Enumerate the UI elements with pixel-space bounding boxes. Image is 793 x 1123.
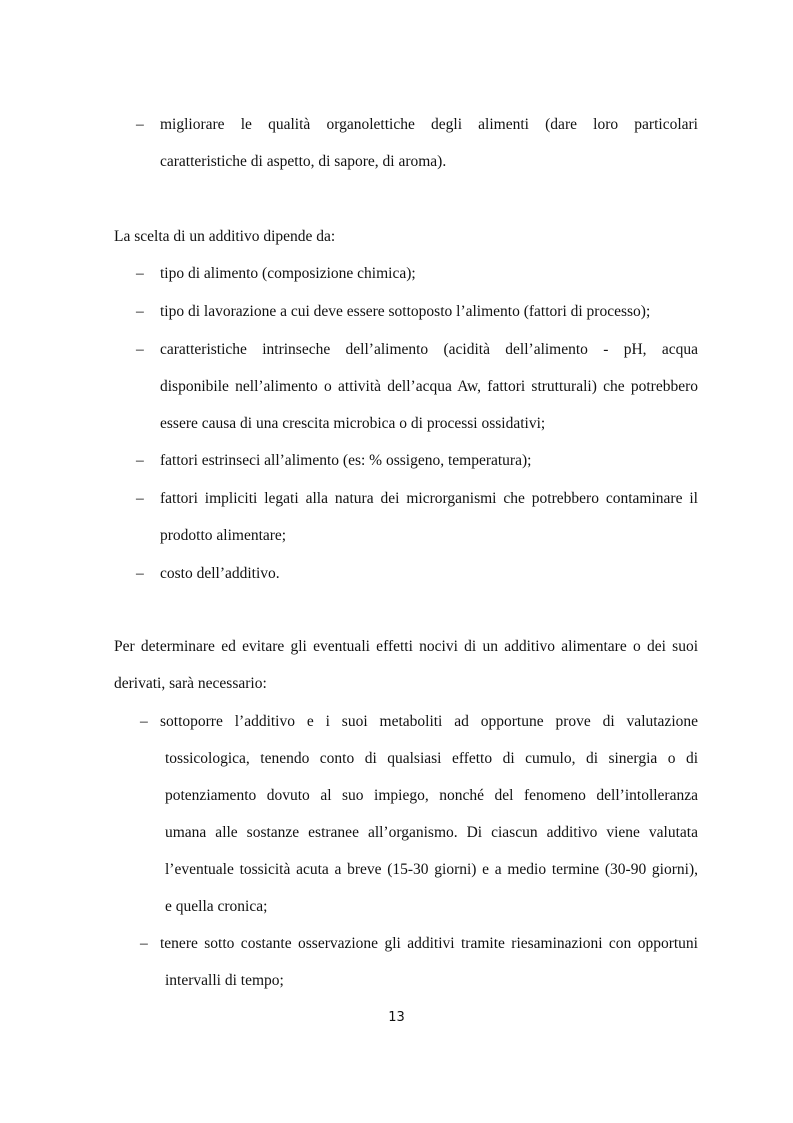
list-item-line: umana alle sostanze estranee all’organismo. Di ciascun additivo viene valutata — [165, 824, 698, 841]
list-item-line: fattori impliciti legati alla natura dei microrganismi che potrebbero contaminare il — [160, 490, 698, 507]
list-item-line: fattori estrinseci all’alimento (es: % ossigeno, temperatura); — [160, 452, 532, 469]
paragraph-heading: La scelta di un additivo dipende da: — [114, 228, 336, 245]
bullet-dash: – — [136, 565, 144, 582]
bullet-dash: – — [136, 265, 144, 282]
list-item-line: sottoporre l’additivo e i suoi metaboliti ad opportune prove di valutazione — [160, 713, 698, 730]
list-item-line: l’eventuale tossicità acuta a breve (15-30 giorni) e a medio termine (30-90 giorni), — [165, 861, 698, 878]
paragraph-line: Per determinare ed evitare gli eventuali effetti nocivi di un additivo alimentare o dei suoi — [114, 638, 698, 655]
list-item-line: intervalli di tempo; — [165, 972, 284, 989]
bullet-dash: – — [136, 490, 144, 507]
list-item-line: disponibile nell’alimento o attività dell’acqua Aw, fattori strutturali) che potrebbero — [160, 378, 698, 395]
bullet-dash: – — [136, 341, 144, 358]
list-item-line: tenere sotto costante osservazione gli additivi tramite riesaminazioni con opportuni — [160, 935, 698, 952]
bullet-dash: – — [136, 116, 144, 133]
bullet-text-line: migliorare le qualità organolettiche degli alimenti (dare loro particolari — [160, 116, 698, 133]
paragraph-line: derivati, sarà necessario: — [114, 675, 267, 692]
page-number: 13 — [388, 1010, 405, 1025]
list-item-line: tipo di alimento (composizione chimica); — [160, 265, 416, 282]
bullet-dash: – — [140, 713, 148, 730]
list-item-line: prodotto alimentare; — [160, 527, 287, 544]
bullet-dash: – — [136, 452, 144, 469]
list-item-line: tossicologica, tenendo conto di qualsiasi effetto di cumulo, di sinergia o di — [165, 750, 698, 767]
list-item-line: costo dell’additivo. — [160, 565, 280, 582]
list-item-line: potenziamento dovuto al suo impiego, nonché del fenomeno dell’intolleranza — [165, 787, 698, 804]
list-item-line: caratteristiche intrinseche dell’alimento (acidità dell’alimento - pH, acqua — [160, 341, 698, 358]
list-item-line: e quella cronica; — [165, 898, 268, 915]
bullet-dash: – — [136, 303, 144, 320]
bullet-text-line: caratteristiche di aspetto, di sapore, di aroma). — [160, 153, 447, 170]
list-item-line: tipo di lavorazione a cui deve essere sottoposto l’alimento (fattori di processo); — [160, 303, 651, 320]
list-item-line: essere causa di una crescita microbica o di processi ossidativi; — [160, 415, 546, 432]
bullet-dash: – — [140, 935, 148, 952]
